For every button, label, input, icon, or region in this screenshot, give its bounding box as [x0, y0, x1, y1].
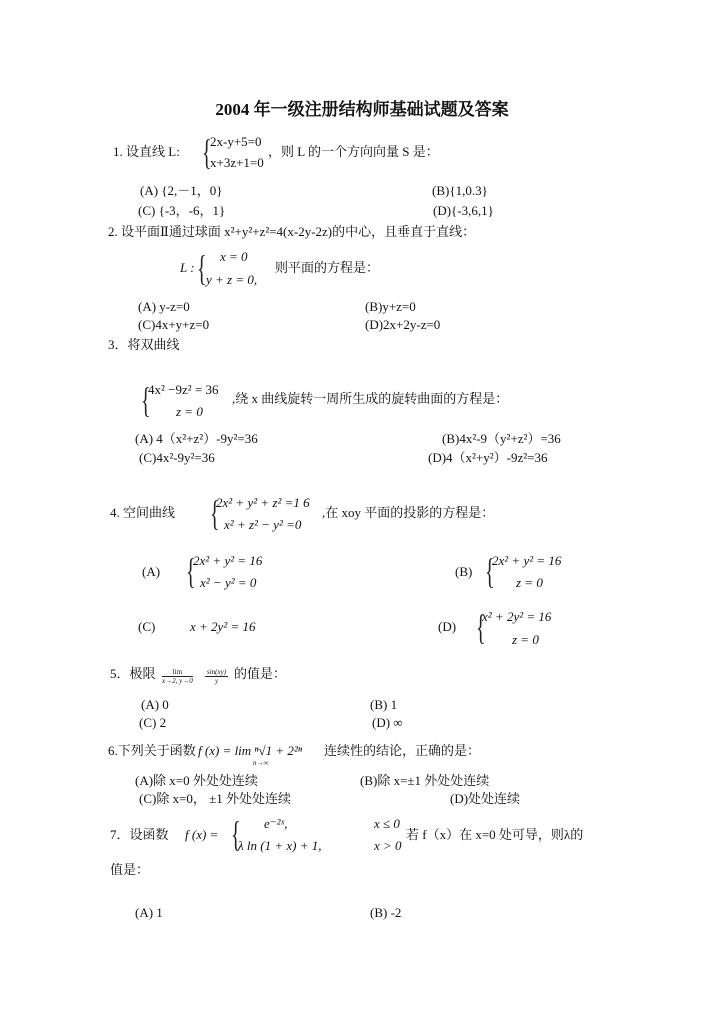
q6-formula: f (x) = lim ⁿ√1 + 2²ⁿ — [198, 743, 302, 758]
q6-option-c: (C)除 x=0， ±1 外处处连续 — [139, 791, 292, 806]
q6-option-a: (A)除 x=0 外处处连续 — [135, 773, 258, 788]
q4-eq2: x² + z² − y² =0 — [224, 517, 302, 532]
q3-suffix: ,绕 x 曲线旋转一周所生成的旋转曲面的方程是： — [232, 391, 509, 406]
q1-prefix: 1. 设直线 L: — [113, 144, 180, 159]
q2-option-d: (D)2x+2y-z=0 — [365, 317, 441, 332]
q4-option-d-eq1: x² + 2y² = 16 — [482, 609, 552, 624]
q4-option-a-eq2: x² − y² = 0 — [200, 575, 257, 590]
q5-option-b: (B) 1 — [370, 697, 398, 712]
q5-fraction — [205, 668, 228, 685]
q6-lim-sub: n→∞ — [253, 759, 269, 767]
q2-eq1: x = 0 — [220, 249, 248, 264]
q2-option-b: (B)y+z=0 — [365, 299, 416, 314]
q4-prefix: 4. 空间曲线 — [110, 505, 176, 520]
q7-option-a: (A) 1 — [135, 905, 163, 920]
q5-lim-top: lim — [162, 668, 193, 677]
brace: { — [485, 551, 495, 591]
q1-eq2: x+3z+1=0 — [210, 155, 264, 170]
q2-line-label: L : — [180, 260, 195, 275]
q4-eq1: 2x² + y² + z² =1 6 — [216, 495, 310, 510]
q7-cond2: x > 0 — [374, 838, 402, 853]
q2-suffix: 则平面的方程是： — [275, 260, 380, 275]
q3-option-a: (A) 4（x²+z²）-9y²=36 — [135, 431, 258, 446]
q1-option-c: (C) {-3，-6，1} — [138, 203, 226, 218]
q3-eq1: 4x² −9z² = 36 — [148, 382, 219, 397]
q4-option-a-label: (A) — [142, 564, 161, 579]
q6-suffix: 连续性的结论，正确的是： — [324, 743, 481, 758]
q1-eq1: 2x-y+5=0 — [210, 134, 262, 149]
brace: { — [141, 380, 151, 420]
q5-option-a: (A) 0 — [141, 697, 169, 712]
q5-frac-num: sin(xy) — [207, 668, 227, 676]
q5-frac-den: y — [214, 677, 219, 685]
q1-option-a: (A) {2,－1，0} — [140, 183, 223, 198]
q4-option-b-eq2: z = 0 — [516, 575, 543, 590]
q4-option-c-eq: x + 2y² = 16 — [190, 619, 256, 634]
q7-suffix: 若 f（x）在 x=0 处可导，则λ的 — [406, 827, 584, 842]
q7-case1: e⁻²ˣ, — [264, 816, 288, 831]
brace: { — [231, 814, 241, 854]
q3-option-c: (C)4x²-9y²=36 — [139, 450, 215, 465]
q4-option-c-label: (C) — [138, 619, 156, 634]
q3-prefix: 3．将双曲线 — [108, 337, 180, 352]
brace: { — [476, 607, 486, 647]
brace: { — [197, 248, 207, 288]
q3-eq2: z = 0 — [176, 404, 203, 419]
q7-continuation: 值是： — [110, 862, 150, 877]
q4-option-b-eq1: 2x² + y² = 16 — [492, 553, 562, 568]
q7-cond1: x ≤ 0 — [374, 816, 400, 831]
page-title: 2004 年一级注册结构师基础试题及答案 — [215, 100, 509, 119]
q5-option-d: (D) ∞ — [372, 715, 403, 730]
q1-suffix: ，则 L 的一个方向向量 S 是： — [268, 144, 439, 159]
q4-option-b-label: (B) — [455, 564, 473, 579]
brace: { — [202, 132, 212, 172]
q2-option-c: (C)4x+y+z=0 — [138, 317, 210, 332]
q7-case2: λ ln (1 + x) + 1, — [238, 838, 322, 853]
q2-prefix: 2. 设平面Ⅱ通过球面 x²+y²+z²=4(x-2y-2z)的中心，且垂直于直线： — [108, 224, 476, 239]
q4-suffix: ,在 xoy 平面的投影的方程是： — [322, 505, 495, 520]
q3-option-d: (D)4（x²+y²）-9z²=36 — [428, 450, 548, 465]
q7-prefix: 7．设函数 — [110, 827, 169, 842]
q6-prefix: 6.下列关于函数 — [108, 743, 196, 758]
q1-option-b: (B){1,0.3} — [432, 183, 488, 198]
q5-lim-bottom: x→2, y→0 — [162, 677, 193, 685]
q7-option-b: (B) -2 — [370, 905, 402, 920]
q5-option-c: (C) 2 — [139, 715, 167, 730]
q3-option-b: (B)4x²-9（y²+z²）=36 — [442, 431, 561, 446]
q5-prefix: 5．极限 — [110, 666, 156, 681]
brace: { — [186, 551, 196, 591]
q7-fx: f (x) = — [185, 827, 219, 842]
q2-option-a: (A) y-z=0 — [138, 299, 190, 314]
brace: { — [210, 493, 220, 533]
q5-suffix: 的值是： — [234, 666, 287, 681]
q4-option-d-eq2: z = 0 — [512, 632, 539, 647]
q4-option-d-label: (D) — [438, 619, 457, 634]
q5-limit — [162, 668, 193, 685]
q4-option-a-eq1: 2x² + y² = 16 — [193, 553, 263, 568]
q6-option-b: (B)除 x=±1 外处处连续 — [360, 773, 490, 788]
q1-option-d: (D){-3,6,1} — [433, 203, 494, 218]
q6-option-d: (D)处处连续 — [450, 791, 521, 806]
q2-eq2: y + z = 0, — [206, 272, 258, 287]
